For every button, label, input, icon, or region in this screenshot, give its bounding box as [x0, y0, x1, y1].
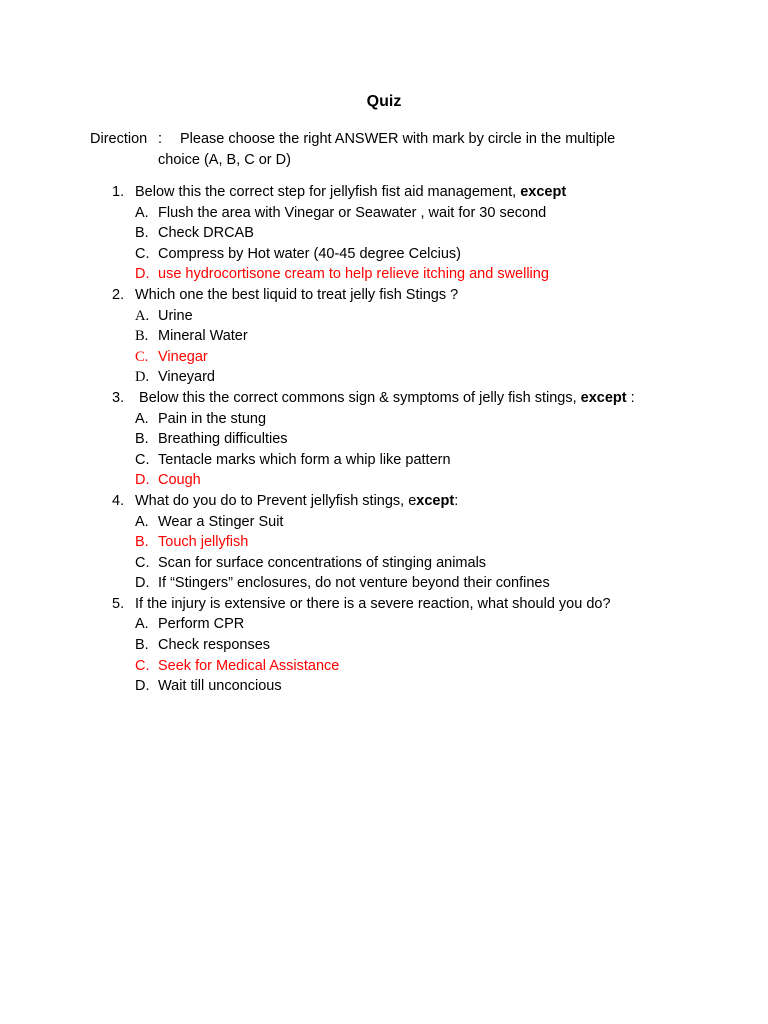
option-letter: D.: [135, 369, 150, 386]
direction-line-2: choice (A, B, C or D): [158, 152, 291, 168]
question-emphasis: except: [520, 184, 567, 200]
question-emphasis: except: [580, 389, 627, 406]
question-text: [135, 491, 458, 512]
question-number: 5.: [112, 595, 125, 612]
answer-option-correct[interactable]: [0, 656, 768, 677]
answer-option-correct[interactable]: [0, 470, 768, 491]
option-text: Pain in the stung: [158, 410, 267, 427]
option-letter: D.: [135, 575, 150, 592]
question-text: [135, 285, 458, 306]
answer-option[interactable]: [0, 409, 768, 430]
question-text-suffix: :: [454, 492, 459, 509]
answer-option[interactable]: [0, 326, 768, 347]
answer-option[interactable]: [0, 614, 768, 635]
option-letter: A.: [135, 307, 150, 324]
question-row: [0, 491, 768, 512]
option-letter: D.: [135, 266, 150, 283]
answer-option-correct[interactable]: [0, 264, 768, 285]
page-title: Quiz: [366, 93, 402, 110]
option-letter: C.: [135, 657, 150, 674]
question-number: 3.: [112, 389, 125, 406]
direction-colon: :: [158, 131, 163, 147]
answer-option[interactable]: [0, 553, 768, 574]
answer-option-correct[interactable]: [0, 532, 768, 553]
option-text: Perform CPR: [158, 616, 245, 633]
question-emphasis: xcept: [416, 492, 455, 509]
question-row: [0, 182, 768, 203]
option-text: Compress by Hot water (40-45 degree Celcius): [158, 245, 462, 262]
option-text: Vineyard: [158, 369, 215, 386]
answer-option[interactable]: [0, 203, 768, 224]
question-row: [0, 388, 768, 409]
option-letter: C.: [135, 348, 149, 365]
option-letter: B.: [135, 328, 149, 345]
direction-line-1: [90, 129, 650, 150]
option-text: Wear a Stinger Suit: [158, 513, 284, 530]
option-text: Seek for Medical Assistance: [158, 657, 340, 674]
option-text: Flush the area with Vinegar or Seawater , wait for 30 second: [158, 204, 547, 221]
option-text: Urine: [158, 307, 193, 324]
option-letter: B.: [135, 637, 149, 654]
question-text-main: Which one the best liquid to treat jelly fish Stings ?: [135, 286, 459, 303]
option-text: Tentacle marks which form a whip like pattern: [158, 451, 451, 468]
question-text: [135, 388, 635, 409]
option-letter: B.: [135, 534, 149, 551]
option-text: Mineral Water: [158, 328, 248, 345]
option-letter: C.: [135, 245, 150, 262]
answer-option[interactable]: [0, 512, 768, 533]
option-text: Vinegar: [158, 348, 208, 365]
question-text-suffix: :: [626, 389, 635, 406]
option-letter: A.: [135, 616, 149, 633]
question-row: [0, 594, 768, 615]
option-letter: B.: [135, 225, 149, 242]
option-letter: C.: [135, 554, 150, 571]
question-number: 1.: [112, 184, 125, 200]
option-letter: D.: [135, 472, 150, 489]
question-list: [0, 182, 768, 697]
direction-text: Please choose the right ANSWER with mark by circle in the multiple: [180, 131, 616, 147]
question-text: [135, 182, 566, 203]
answer-option[interactable]: [0, 367, 768, 388]
question-row: [0, 285, 768, 306]
question-text-main: What do you do to Prevent jellyfish stings, e: [135, 492, 417, 509]
answer-option[interactable]: [0, 429, 768, 450]
answer-option[interactable]: [0, 635, 768, 656]
option-letter: A.: [135, 204, 149, 221]
option-letter: A.: [135, 410, 149, 427]
option-text: Check responses: [158, 637, 271, 654]
question-number: 2.: [112, 286, 125, 303]
answer-option[interactable]: [0, 306, 768, 327]
option-letter: C.: [135, 451, 150, 468]
answer-option[interactable]: [0, 223, 768, 244]
answer-option[interactable]: [0, 573, 768, 594]
option-text: use hydrocortisone cream to help relieve itching and swelling: [158, 266, 549, 283]
option-text: Scan for surface concentrations of stinging animals: [158, 554, 487, 571]
question-text-main: If the injury is extensive or there is a severe reaction, what should you do?: [135, 595, 611, 612]
question-text: [135, 594, 611, 615]
direction-label: Direction: [90, 131, 148, 147]
option-text: Wait till unconcious: [158, 678, 282, 695]
answer-option-correct[interactable]: [0, 347, 768, 368]
option-text: Cough: [158, 472, 201, 489]
question-text-main: Below this the correct commons sign & symptoms of jelly fish stings,: [135, 389, 581, 406]
question-text-main: Below this the correct step for jellyfish fist aid management,: [135, 184, 521, 200]
answer-option[interactable]: [0, 244, 768, 265]
option-letter: B.: [135, 431, 149, 448]
direction-block: [90, 129, 650, 171]
option-text: If “Stingers” enclosures, do not venture beyond their confines: [158, 575, 550, 592]
option-text: Check DRCAB: [158, 225, 254, 242]
answer-option[interactable]: [0, 676, 768, 697]
option-letter: A.: [135, 513, 149, 530]
option-letter: D.: [135, 678, 150, 695]
answer-option[interactable]: [0, 450, 768, 471]
option-text: Touch jellyfish: [158, 534, 249, 551]
option-text: Breathing difficulties: [158, 431, 288, 448]
question-number: 4.: [112, 492, 125, 509]
